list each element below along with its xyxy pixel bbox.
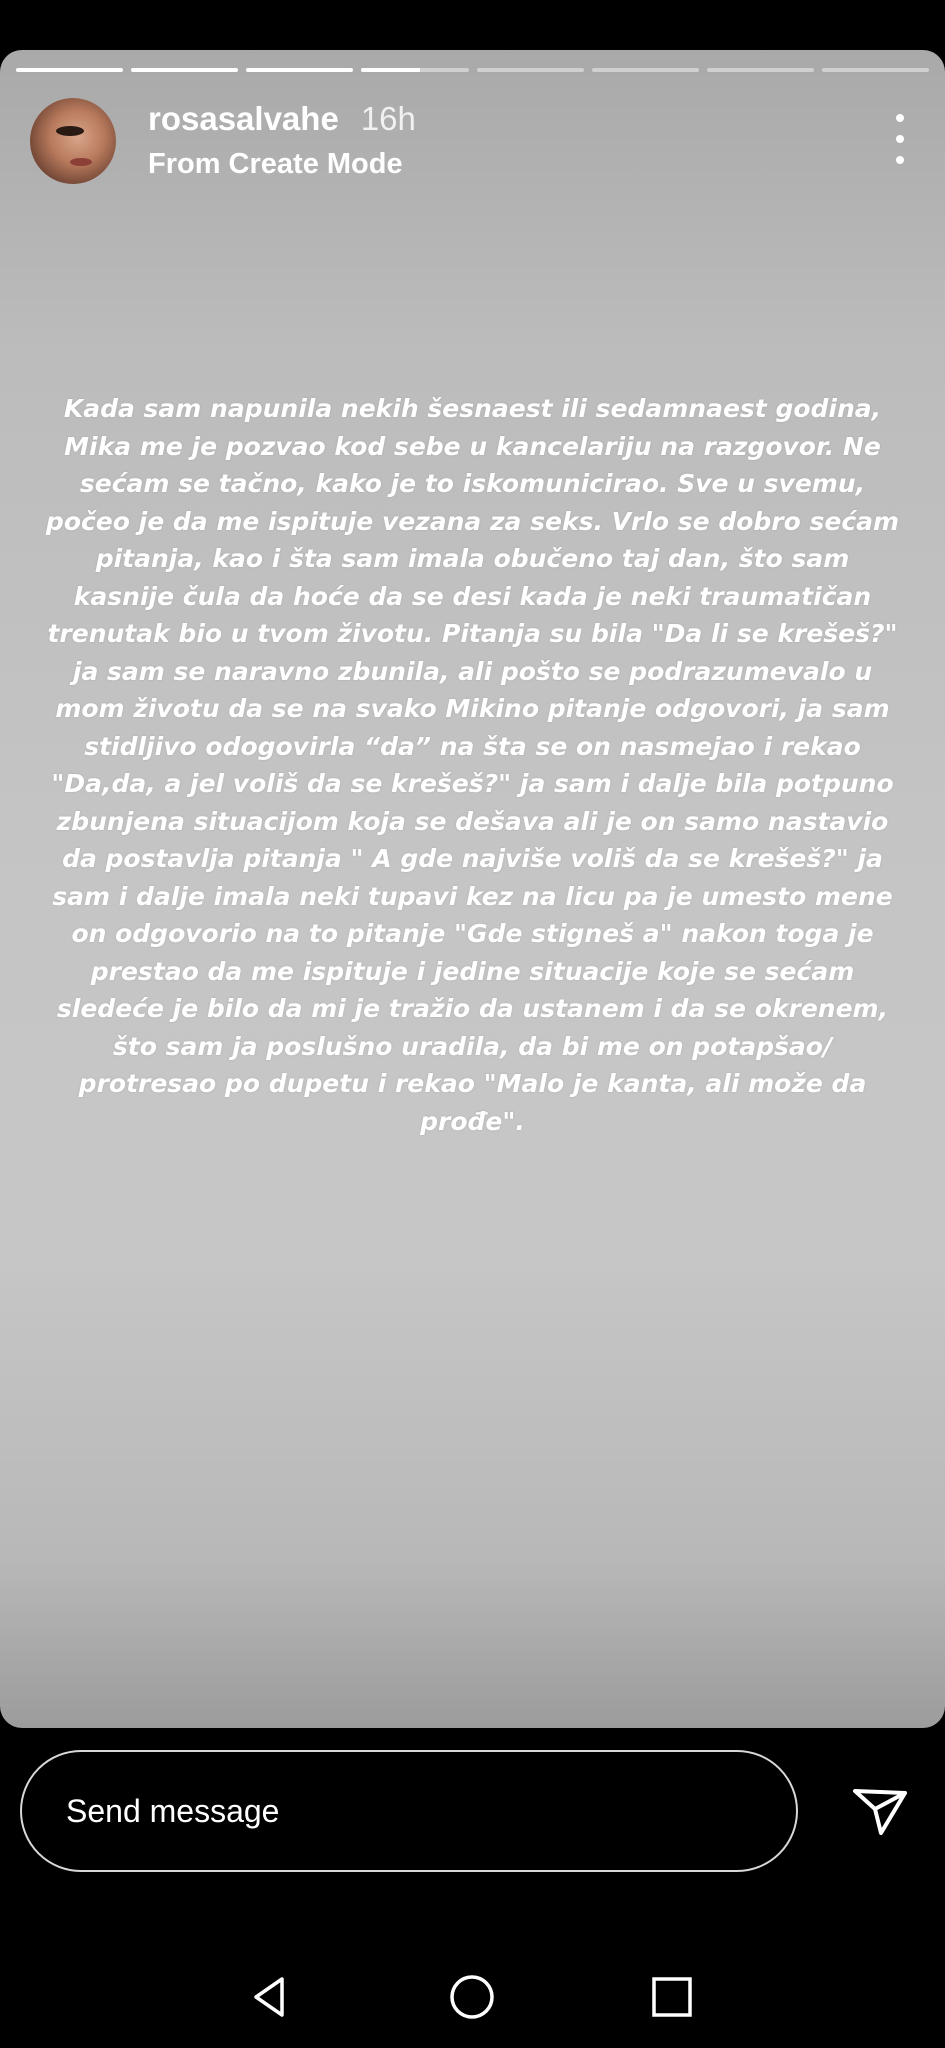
story-text-line: trenutak bio u tvom životu. Pitanja su bila "Da li se krešeš?" xyxy=(47,619,898,648)
progress-segment xyxy=(16,68,123,72)
story-text xyxy=(40,390,905,1140)
progress-fill xyxy=(16,68,123,72)
story-text-line: ja sam se naravno zbunila, ali pošto se podrazumevalo u xyxy=(72,656,873,686)
progress-segment xyxy=(246,68,353,72)
recents-square-icon[interactable] xyxy=(647,1972,697,2022)
username-line xyxy=(148,100,416,138)
story-card[interactable] xyxy=(0,50,945,1728)
send-message-input[interactable] xyxy=(64,1792,796,1831)
avatar[interactable] xyxy=(30,98,116,184)
story-text-line: da postavlja pitanja " A gde najviše voliš da se krešeš?" ja xyxy=(62,844,883,873)
avatar-eye xyxy=(56,126,84,136)
story-text-line: kasnije čula da hoće da se desi kada je neki traumatičan xyxy=(73,581,872,611)
story-header xyxy=(148,100,416,181)
back-triangle-icon[interactable] xyxy=(245,1972,295,2022)
story-text-line: prestao da me ispituje i jedine situacije koje se sećam xyxy=(90,956,855,986)
progress-segment xyxy=(131,68,238,72)
story-text-line: zbunjena situacijom koja se dešava ali je on samo nastavio xyxy=(56,806,889,836)
story-text-line: Kada sam napunila nekih šesnaest ili sedamnaest godina, xyxy=(63,394,882,423)
story-text-line: sledeće je bilo da mi je tražio da ustanem i da se okrenem, xyxy=(56,994,889,1023)
progress-fill xyxy=(361,68,420,72)
story-text-line: "Da,da, a jel voliš da se krešeš?" ja sam i dalje bila potpuno xyxy=(51,769,894,798)
story-text-line: pitanja, kao i šta sam imala obučeno taj dan, što sam xyxy=(95,544,850,573)
more-dot xyxy=(896,156,904,164)
story-text-line: što sam ja poslušno uradila, da bi me on potapšao/ xyxy=(112,1031,833,1061)
story-text-line: prođe". xyxy=(420,1106,525,1136)
message-bar[interactable] xyxy=(20,1750,798,1872)
progress-segment xyxy=(592,68,699,72)
story-text-line: protresao po dupetu i rekao "Malo je kanta, ali može da xyxy=(78,1069,867,1098)
story-text-line: mom životu da se na svako Mikino pitanje odgovori, ja sam xyxy=(55,694,890,723)
avatar-lip xyxy=(70,158,92,166)
story-text-line: sam i dalje imala neki tupavi kez na licu pa je umesto mene xyxy=(52,881,893,911)
story-text-line: počeo je da me ispituje vezana za seks. Vrlo se dobro sećam xyxy=(45,506,900,536)
story-subtitle: From Create Mode xyxy=(148,148,403,180)
progress-fill xyxy=(246,68,353,72)
progress-segment xyxy=(822,68,929,72)
progress-segment xyxy=(477,68,584,72)
story-progress-bar xyxy=(16,68,929,72)
story-text-line: stidljivo odogovirla “da” na šta se on nasmejao i rekao xyxy=(84,731,861,761)
more-dot xyxy=(896,114,904,122)
send-paper-plane-icon[interactable] xyxy=(850,1786,910,1838)
story-text-line: on odgovorio na to pitanje "Gde stigneš a" nakon toga je xyxy=(71,919,874,948)
more-vertical-icon[interactable] xyxy=(885,114,915,164)
more-dot xyxy=(896,135,904,143)
home-circle-icon[interactable] xyxy=(447,1972,497,2022)
progress-segment xyxy=(707,68,814,72)
progress-segment xyxy=(361,68,468,72)
username[interactable]: rosasalvahe xyxy=(148,100,339,137)
story-text-line: Mika me je pozvao kod sebe u kancelariju na razgovor. Ne xyxy=(64,431,881,461)
story-text-line: sećam se tačno, kako je to iskomunicirao. Sve u svemu, xyxy=(79,469,866,498)
progress-fill xyxy=(131,68,238,72)
time-ago: 16h xyxy=(360,100,416,137)
